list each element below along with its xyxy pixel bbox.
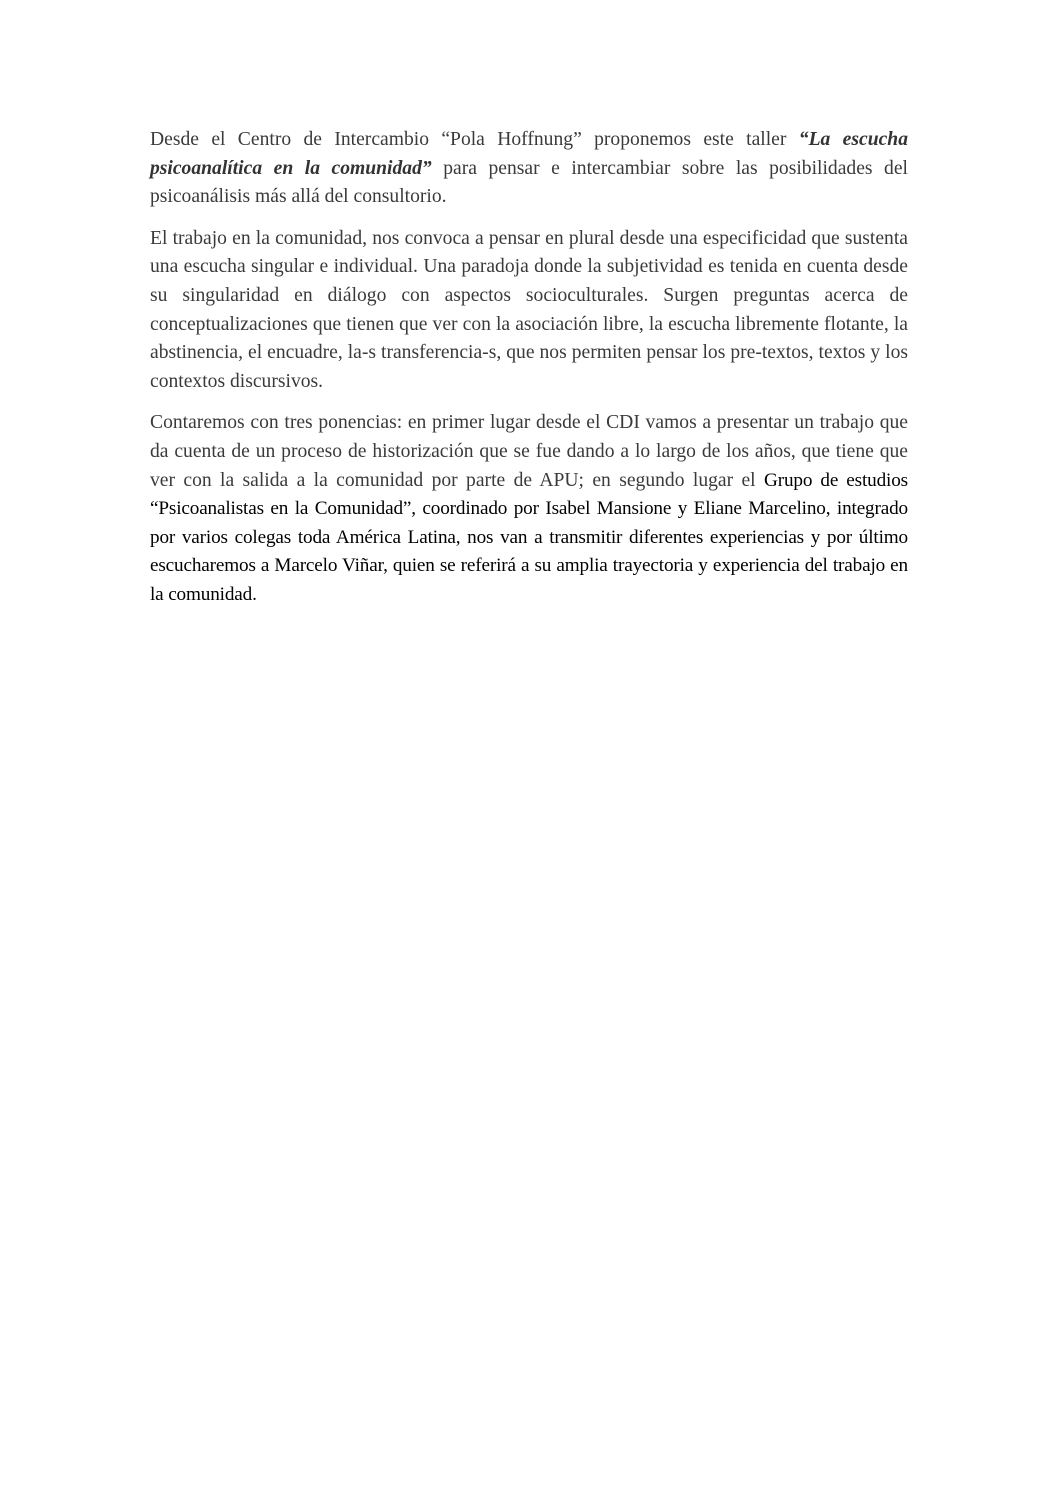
paragraph-presentations-study-group: Grupo de estudios “Psicoanalistas en la Comunidad”, coordinado por Isabel Mansione y Eliane Marcelino, integrado por varios colegas toda América Latina, nos van a transmitir diferentes experiencias y por último escucharemos a Marcelo Viñar, quien se referirá a su amplia trayectoria y experiencia del trabajo en la comunidad. — [150, 469, 908, 605]
paragraph-community-work: El trabajo en la comunidad, nos convoca a pensar en plural desde una especificidad que sustenta una escucha singular e individual. Una paradoja donde la subjetividad es tenida en cuenta desde su singularidad en diálogo con aspectos socioculturales. Surgen preguntas acerca de conceptualizaciones que tienen que ver con la asociación libre, la escucha libremente flotante, la abstinencia, el encuadre, la-s transferencia-s, que nos permiten pensar los pre-textos, textos y los contextos discursivos. — [150, 227, 908, 392]
paragraph-presentations-text: Contaremos con tres ponencias: en primer lugar desde el CDI vamos a presentar un trabajo que da cuenta de un proceso de historización que se fue dando a lo largo de los años, que tiene que ver con la salida a la comunidad por parte de APU; en segundo lugar el — [150, 412, 908, 491]
workshop-title: “La escucha psicoanalítica en la comunidad” — [150, 129, 908, 179]
document-body — [150, 126, 908, 623]
paragraph-intro-rest: para pensar e intercambiar sobre las posibilidades del psicoanálisis más allá del consultorio. — [150, 157, 908, 208]
paragraph-intro — [150, 126, 908, 212]
paragraph-presentations — [150, 409, 908, 609]
paragraph-intro-text: Desde el Centro de Intercambio “Pola Hoffnung” proponemos este taller — [150, 129, 799, 150]
